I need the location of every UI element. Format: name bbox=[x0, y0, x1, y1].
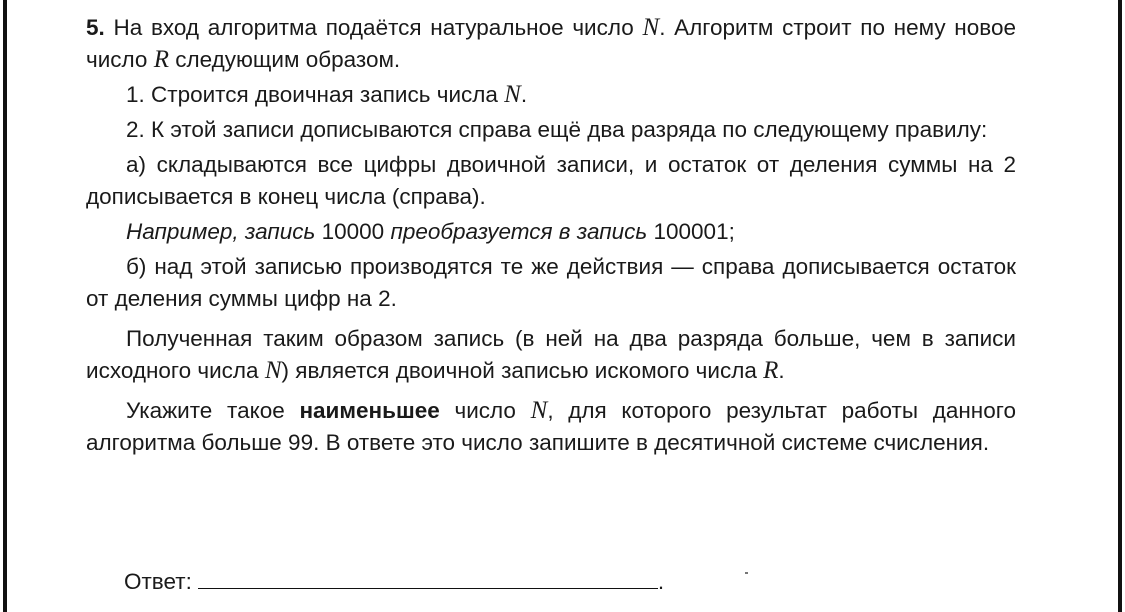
answer-end: . bbox=[657, 569, 665, 594]
variable-r: R bbox=[763, 357, 779, 384]
scan-speck bbox=[745, 572, 748, 574]
step-2b: б) над этой записью производятся те же действия — справа дописывается остаток от деления суммы цифр на 2. bbox=[86, 254, 1016, 311]
problem-intro: 5. На вход алгоритма подаётся натуральное число N. Алгоритм строит по нему новое число R следующим образом. bbox=[86, 14, 1016, 73]
answer-label: Ответ: bbox=[124, 569, 192, 594]
problem-number: 5. bbox=[86, 15, 105, 40]
variable-n: N bbox=[264, 357, 282, 384]
task-question: Укажите такое наименьшее число N, для которого результат работы данного алгоритма больше 99. В ответе это число запишите в десятичной системе счисления. bbox=[86, 397, 1016, 455]
step-2: 2. К этой записи дописываются справа ещё два разряда по следующему правилу: bbox=[126, 117, 988, 142]
answer-row bbox=[124, 566, 664, 596]
variable-n: N bbox=[504, 81, 521, 108]
result-description: Полученная таким образом запись (в ней на два разряда больше, чем в записи исходного числа N) является двоичной записью искомого числа R. bbox=[86, 326, 1016, 384]
scan-border-right bbox=[1118, 0, 1122, 612]
variable-n: N bbox=[530, 397, 548, 424]
step-2a: а) складываются все цифры двоичной записи, и остаток от деления суммы на 2 дописывается в конец числа (справа). bbox=[86, 152, 1016, 209]
example-source: 10000 bbox=[321, 219, 385, 244]
emphasis-smallest: наименьшее bbox=[299, 398, 440, 423]
scan-border-left bbox=[3, 0, 7, 612]
answer-field[interactable] bbox=[198, 566, 658, 589]
variable-r: R bbox=[153, 46, 169, 73]
step-1: 1. Строится двоичная запись числа N. bbox=[126, 81, 528, 108]
example-result: 100001; bbox=[653, 219, 735, 244]
example: Например, запись 10000 преобразуется в запись 100001; bbox=[126, 219, 735, 244]
problem-text bbox=[86, 12, 1016, 459]
variable-n: N bbox=[642, 14, 660, 41]
